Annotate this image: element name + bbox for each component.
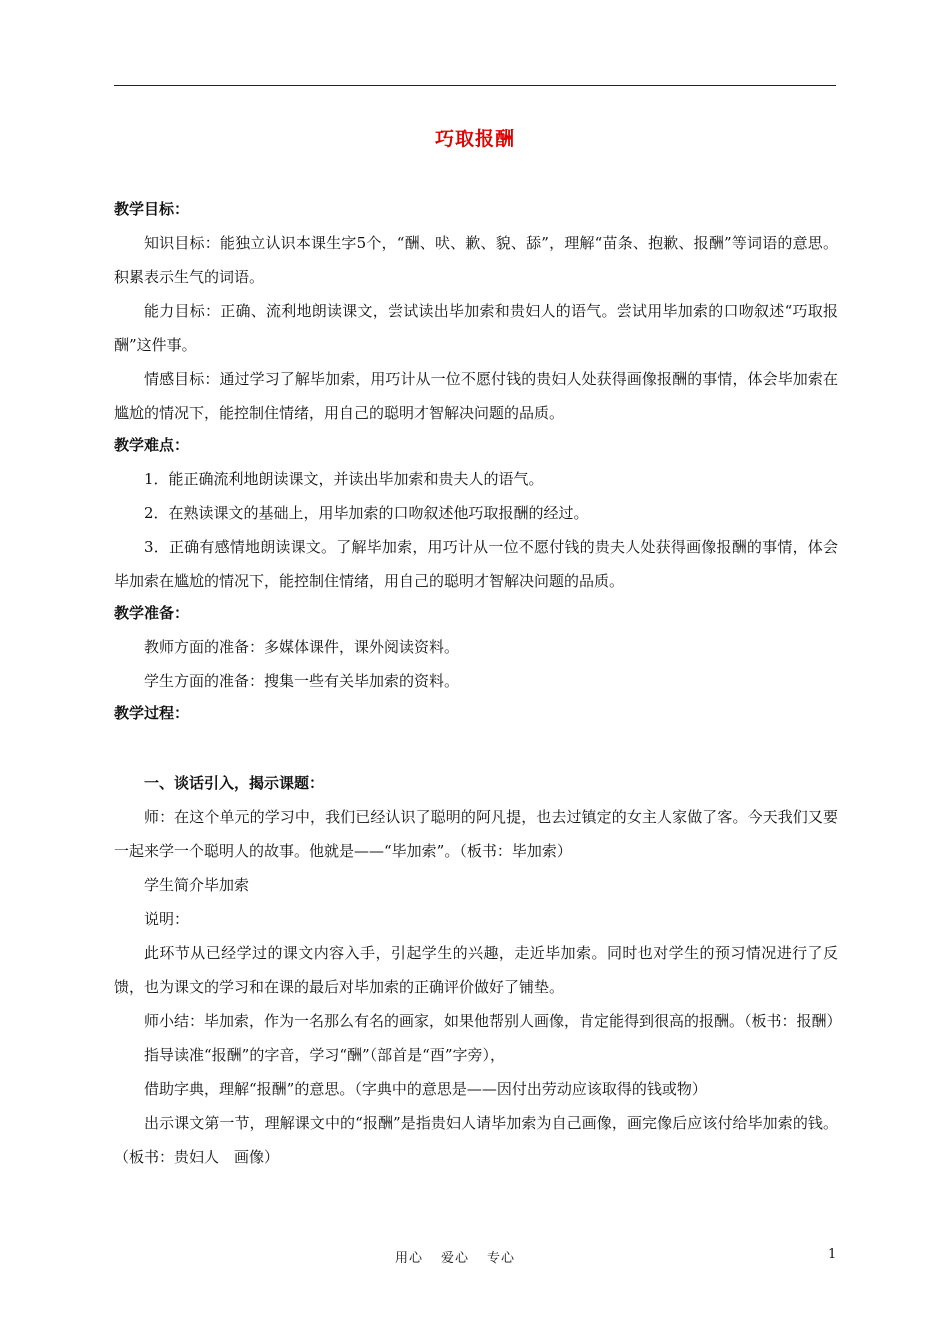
- document-title: 巧取报酬: [434, 128, 515, 150]
- difficulty-item: 1．能正确流利地朗读课文，并读出毕加索和贵夫人的语气。: [144, 470, 544, 488]
- motto-word: 专心: [487, 1251, 516, 1266]
- difficulty-item: 2．在熟读课文的基础上，用毕加索的口吻叙述他巧取报酬的经过。: [144, 504, 589, 522]
- preparation-teacher: 教师方面的准备：多媒体课件，课外阅读资料。: [144, 638, 460, 656]
- process-paragraph: 学生简介毕加索: [144, 876, 250, 894]
- preparation-student: 学生方面的准备：搜集一些有关毕加索的资料。: [144, 672, 460, 690]
- goal-emotion: 情感目标：通过学习了解毕加索，用巧计从一位不愿付钱的贵妇人处获得画像报酬的事情，体会毕加索在尴尬的情况下，能控制住情绪，用自己的聪明才智解决问题的品质。: [114, 370, 838, 422]
- process-heading: 教学过程：: [114, 704, 190, 722]
- difficulty-item: 3．正确有感情地朗读课文。了解毕加索，用巧计从一位不愿付钱的贵夫人处获得画像报酬的事情，体会毕加索在尴尬的情况下，能控制住情绪，用自己的聪明才智解决问题的品质。: [114, 538, 838, 590]
- motto-word: 用心: [395, 1251, 424, 1266]
- process-paragraph: 借助字典，理解“报酬”的意思。（字典中的意思是——因付出劳动应该取得的钱或物）: [144, 1080, 707, 1098]
- page-number: 1: [828, 1247, 837, 1262]
- motto-word: 爱心: [441, 1251, 470, 1266]
- process-paragraph: 说明：: [144, 910, 190, 928]
- process-paragraph: 此环节从已经学过的课文内容入手，引起学生的兴趣，走近毕加索。同时也对学生的预习情况进行了反馈，也为课文的学习和在课的最后对毕加索的正确评价做好了铺垫。: [114, 944, 838, 996]
- document-body: [114, 196, 842, 1174]
- difficulties-heading: 教学难点：: [114, 436, 190, 454]
- preparation-heading: 教学准备：: [114, 604, 190, 622]
- process-paragraph: 指导读准“报酬”的字音，学习“酬”（部首是“酉”字旁），: [144, 1046, 506, 1064]
- header-rule: [114, 85, 836, 86]
- process-paragraph: 师小结：毕加索，作为一名那么有名的画家，如果他帮别人画像，肯定能得到很高的报酬。（板书：报酬）: [144, 1012, 842, 1030]
- footer-motto: [395, 1247, 533, 1266]
- goals-heading: 教学目标：: [114, 200, 190, 218]
- section-title: 一、谈话引入，揭示课题：: [144, 774, 325, 792]
- process-paragraph: 出示课文第一节，理解课文中的“报酬”是指贵妇人请毕加索为自己画像，画完像后应该付给毕加索的钱。（板书：贵妇人 画像）: [114, 1114, 838, 1166]
- goal-ability: 能力目标：正确、流利地朗读课文，尝试读出毕加索和贵妇人的语气。尝试用毕加索的口吻叙述“巧取报酬”这件事。: [114, 302, 838, 354]
- goal-knowledge: 知识目标：能独立认识本课生字5个，“酬、吠、歉、貌、舔”，理解“苗条、抱歉、报酬”等词语的意思。积累表示生气的词语。: [114, 234, 838, 286]
- process-paragraph: 师：在这个单元的学习中，我们已经认识了聪明的阿凡提，也去过镇定的女主人家做了客。今天我们又要一起来学一个聪明人的故事。他就是——“毕加索”。（板书：毕加索）: [114, 808, 838, 860]
